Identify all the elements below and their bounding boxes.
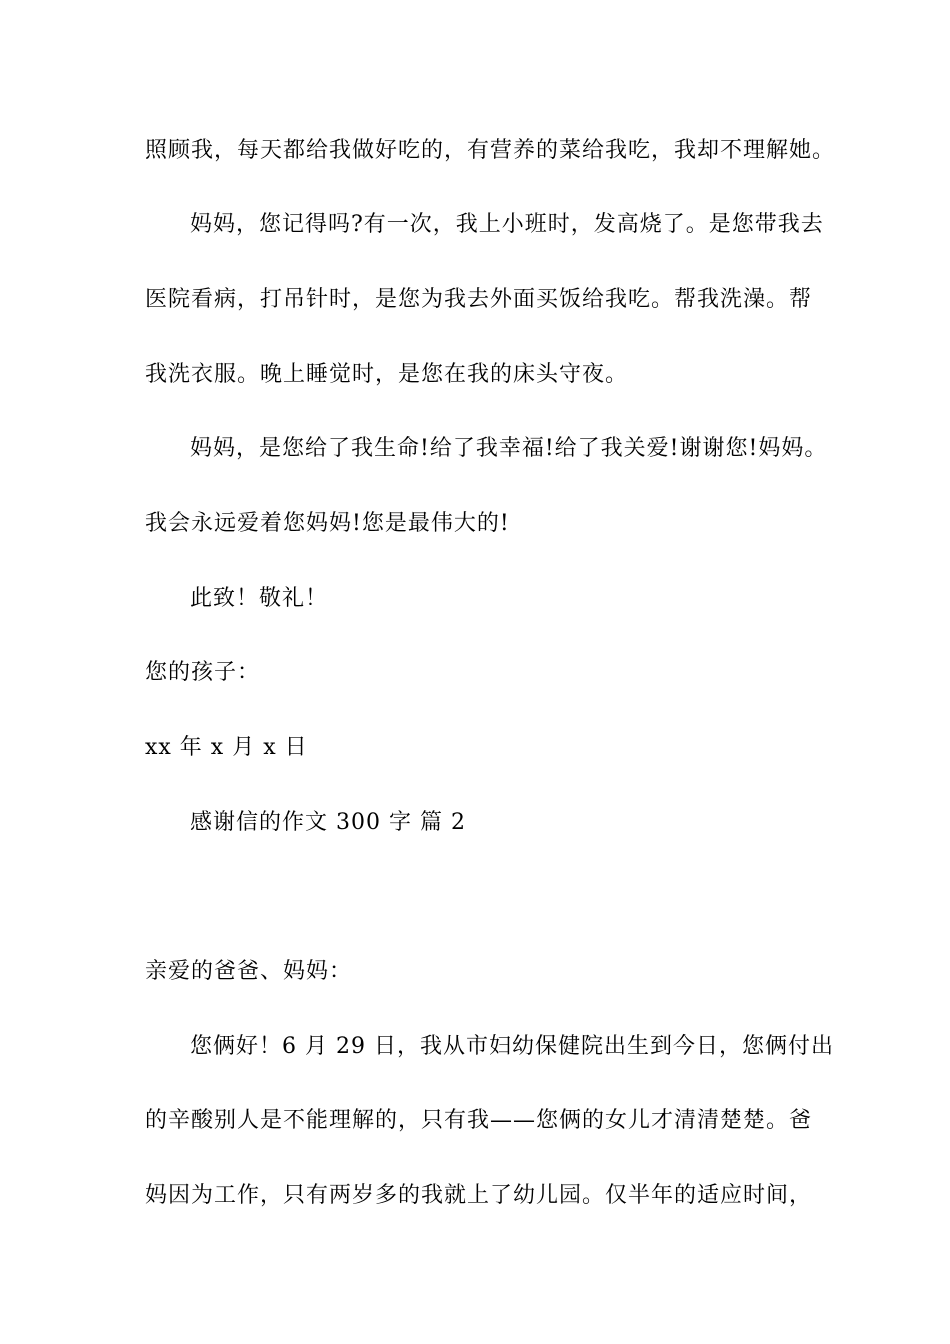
paragraph-line: 妈妈，您记得吗?有一次，我上小班时，发高烧了。是您带我去	[190, 212, 824, 237]
paragraph-line: 妈因为工作，只有两岁多的我就上了幼儿园。仅半年的适应时间，	[145, 1183, 813, 1208]
paragraph-line: 妈妈，是您给了我生命!给了我幸福!给了我关爱!谢谢您!妈妈。	[190, 436, 828, 461]
signature-label: 您的孩子：	[145, 660, 261, 685]
section-heading: 感谢信的作文 300 字 篇 2	[190, 810, 466, 835]
paragraph-line: 的辛酸别人是不能理解的，只有我——您俩的女儿才清清楚楚。爸	[145, 1108, 813, 1133]
paragraph-line: 您俩好！6 月 29 日，我从市妇幼保健院出生到今日，您俩付出	[190, 1034, 834, 1059]
greeting-line: 亲爱的爸爸、妈妈：	[145, 959, 353, 984]
paragraph-line: 医院看病，打吊针时，是您为我去外面买饭给我吃。帮我洗澡。帮	[145, 287, 813, 312]
closing-salutation: 此致！敬礼！	[190, 586, 329, 611]
date-line: xx 年 x 月 x 日	[145, 735, 308, 760]
paragraph-line: 我会永远爱着您妈妈!您是最伟大的!	[145, 511, 510, 536]
paragraph-line: 我洗衣服。晚上睡觉时，是您在我的床头守夜。	[145, 362, 629, 387]
paragraph-line: 照顾我，每天都给我做好吃的，有营养的菜给我吃，我却不理解她。	[145, 138, 836, 163]
